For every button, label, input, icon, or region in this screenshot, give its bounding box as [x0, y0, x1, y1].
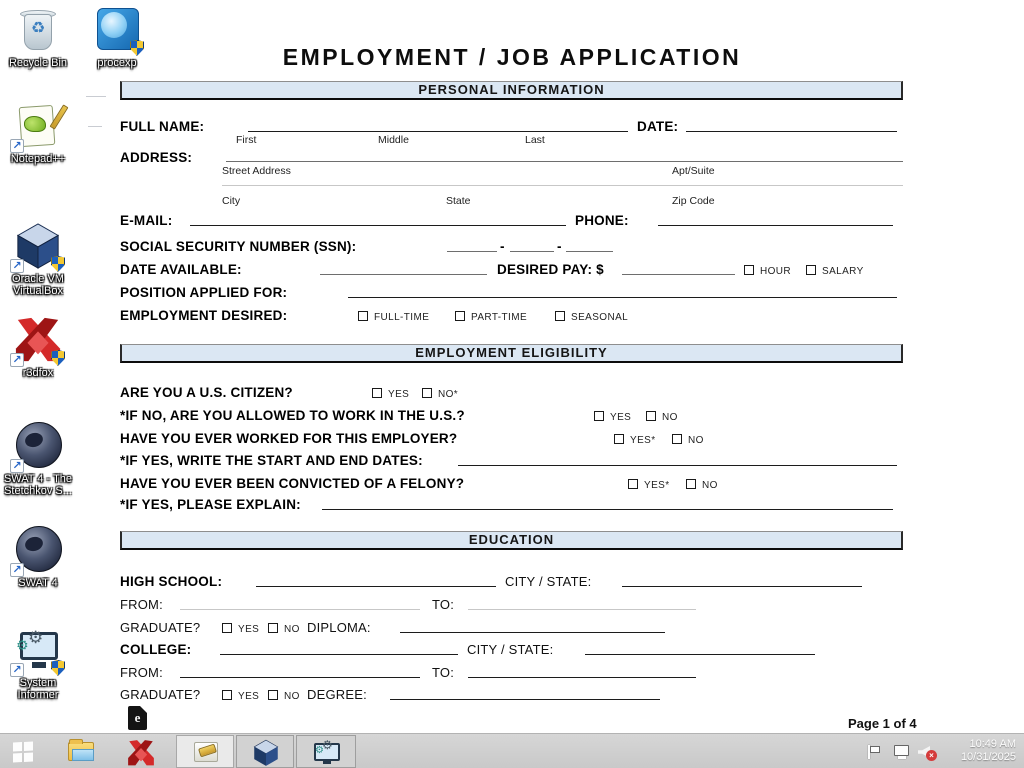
full-time-checkbox-label: FULL-TIME [374, 312, 430, 323]
date-available-label: DATE AVAILABLE: [120, 262, 242, 277]
part-time-checkbox-label: PART-TIME [471, 312, 528, 323]
citizen-no-label: NO* [438, 389, 459, 400]
network-icon[interactable] [894, 745, 909, 756]
hs-grad-no-checkbox [268, 623, 278, 633]
taskbar-viewer-app-active[interactable] [176, 735, 234, 768]
hs-grad-no-label: NO [284, 624, 300, 635]
college-graduate-label: GRADUATE? [120, 687, 201, 702]
college-grad-yes-checkbox [222, 690, 232, 700]
email-line [190, 213, 566, 226]
ssn-line-3 [566, 239, 613, 252]
date-line [686, 119, 897, 132]
taskbar-clock[interactable] [961, 738, 1016, 764]
swat4-icon [14, 526, 62, 574]
worked-no-checkbox [672, 434, 682, 444]
document-title: EMPLOYMENT / JOB APPLICATION [282, 44, 742, 70]
dates-question: *IF YES, WRITE THE START AND END DATES: [120, 453, 423, 468]
degree-line [390, 687, 660, 700]
taskbar-file-explorer[interactable] [60, 735, 102, 768]
salary-checkbox [806, 265, 816, 275]
full-time-checkbox [358, 311, 368, 321]
college-city-state-line [585, 642, 815, 655]
hs-from-label: FROM: [120, 597, 163, 612]
college-city-state-label: CITY / STATE: [467, 642, 554, 657]
shortcut-arrow-icon: ↗ [10, 259, 24, 273]
system-informer-icon: ⚙ ⚙ ↗ [14, 626, 62, 674]
allowed-yes-checkbox [594, 411, 604, 421]
degree-label: DEGREE: [307, 687, 367, 702]
hs-from-line [180, 597, 420, 610]
date-available-line [320, 262, 487, 275]
hs-to-label: TO: [432, 597, 455, 612]
college-line [220, 642, 458, 655]
windows-logo-icon [13, 741, 33, 762]
allowed-question: *IF NO, ARE YOU ALLOWED TO WORK IN THE U.S.? [120, 408, 465, 423]
efile-document-icon[interactable] [128, 706, 147, 730]
system-informer-icon: ⚙ ⚙ [314, 741, 342, 765]
citizen-yes-label: YES [388, 389, 410, 400]
worked-no-label: NO [688, 435, 704, 446]
first-sublabel: First [236, 134, 257, 146]
taskbar-virtualbox[interactable] [236, 735, 294, 768]
city-state-zip-line [222, 173, 903, 186]
action-center-icon[interactable] [868, 745, 881, 759]
apt-suite-sublabel: Apt/Suite [672, 165, 715, 177]
email-label: E-MAIL: [120, 213, 173, 228]
system-tray [854, 734, 1024, 768]
shortcut-arrow-icon: ↗ [10, 563, 24, 577]
swat4-icon [14, 422, 62, 470]
ssn-line-1 [447, 239, 497, 252]
desktop-icon-label: Oracle VM VirtualBox [12, 273, 64, 297]
worked-yes-label: YES* [630, 435, 656, 446]
ssn-dash: - [557, 239, 562, 254]
seasonal-checkbox-label: SEASONAL [571, 312, 629, 323]
viewer-app-icon [194, 742, 218, 762]
desktop-icon-notepadpp[interactable] [0, 102, 78, 165]
taskbar-system-informer[interactable] [296, 735, 356, 768]
r3dfox-icon [14, 316, 62, 364]
virtualbox-icon [252, 739, 280, 767]
employment-desired-label: EMPLOYMENT DESIRED: [120, 308, 288, 323]
address-line [226, 149, 903, 162]
ssn-label: SOCIAL SECURITY NUMBER (SSN): [120, 239, 357, 254]
desktop-icon-label: Recycle Bin [8, 57, 68, 69]
allowed-yes-label: YES [610, 412, 632, 423]
desired-pay-line [622, 262, 735, 275]
shortcut-arrow-icon: ↗ [10, 663, 24, 677]
position-label: POSITION APPLIED FOR: [120, 285, 288, 300]
part-time-checkbox [455, 311, 465, 321]
desktop-icon-system-informer[interactable] [0, 626, 78, 701]
desktop-icon-swat4-stetchkov[interactable] [0, 422, 78, 497]
salary-checkbox-label: SALARY [822, 266, 864, 277]
street-address-sublabel: Street Address [222, 165, 291, 177]
city-sublabel: City [222, 195, 241, 207]
allowed-no-label: NO [662, 412, 678, 423]
phone-label: PHONE: [575, 213, 629, 228]
desktop-icon-procexp[interactable] [77, 6, 157, 69]
section-header-eligibility: EMPLOYMENT ELIGIBILITY [120, 344, 903, 363]
position-line [348, 285, 897, 298]
shortcut-arrow-icon: ↗ [10, 353, 24, 367]
hour-checkbox-label: HOUR [760, 266, 792, 277]
diploma-line [400, 620, 665, 633]
clock-date: 10/31/2025 [960, 751, 1016, 763]
felony-yes-checkbox [628, 479, 638, 489]
college-from-label: FROM: [120, 665, 163, 680]
hs-city-state-label: CITY / STATE: [505, 574, 592, 589]
worked-yes-checkbox [614, 434, 624, 444]
page-indicator: Page 1 of 4 [848, 716, 917, 731]
felony-no-checkbox [686, 479, 696, 489]
desktop-icon-r3dfox[interactable] [0, 316, 78, 379]
notepadpp-icon [14, 102, 62, 150]
start-button[interactable] [0, 735, 48, 768]
explain-question: *IF YES, PLEASE EXPLAIN: [120, 497, 301, 512]
taskbar [0, 733, 1024, 768]
state-sublabel: State [446, 195, 471, 207]
hs-to-line [468, 597, 696, 610]
section-header-education: EDUCATION [120, 531, 903, 550]
procexp-icon [93, 6, 141, 54]
desktop-icon-label: procexp [97, 57, 137, 69]
citizen-no-checkbox [422, 388, 432, 398]
hs-graduate-label: GRADUATE? [120, 620, 201, 635]
shortcut-arrow-icon: ↗ [10, 459, 24, 473]
virtualbox-icon [14, 222, 62, 270]
efile-glyph: e [134, 710, 141, 725]
desktop-icon-virtualbox[interactable] [0, 222, 78, 297]
desktop-icon-label: System Informer [17, 677, 59, 701]
desktop-icon-label: SWAT 4 - The Stetchkov S... [3, 473, 73, 497]
middle-sublabel: Middle [378, 134, 409, 146]
college-grad-no-checkbox [268, 690, 278, 700]
high-school-line [256, 574, 496, 587]
ssn-dash: - [500, 239, 505, 254]
felony-yes-label: YES* [644, 480, 670, 491]
desktop-icon-recycle-bin[interactable] [0, 6, 78, 69]
address-label: ADDRESS: [120, 150, 193, 165]
mute-badge-icon: × [926, 750, 937, 761]
desired-pay-label: DESIRED PAY: $ [497, 262, 604, 277]
desktop-icon-swat4[interactable] [0, 526, 78, 589]
citizen-yes-checkbox [372, 388, 382, 398]
clock-time: 10:49 AM [969, 738, 1016, 750]
ssn-line-2 [510, 239, 554, 252]
dates-line [458, 453, 897, 466]
citizen-question: ARE YOU A U.S. CITIZEN? [120, 385, 293, 400]
seasonal-checkbox [555, 311, 565, 321]
shortcut-arrow-icon: ↗ [10, 139, 24, 153]
desktop-icon-label: Notepad++ [10, 153, 66, 165]
section-header-personal: PERSONAL INFORMATION [120, 81, 903, 100]
felony-question: HAVE YOU EVER BEEN CONVICTED OF A FELONY? [120, 476, 465, 491]
full-name-label: FULL NAME: [120, 119, 205, 134]
diploma-label: DIPLOMA: [307, 620, 371, 635]
zip-sublabel: Zip Code [672, 195, 715, 207]
hs-grad-yes-checkbox [222, 623, 232, 633]
college-grad-yes-label: YES [238, 691, 260, 702]
date-label: DATE: [637, 119, 679, 134]
felony-no-label: NO [702, 480, 718, 491]
college-label: COLLEGE: [120, 642, 192, 657]
explain-line [322, 497, 893, 510]
desktop-icon-label: SWAT 4 [18, 577, 58, 589]
taskbar-r3dfox[interactable] [118, 735, 164, 768]
recycle-bin-icon: ♻ [14, 6, 62, 54]
phone-line [658, 213, 893, 226]
college-to-line [468, 665, 696, 678]
full-name-line [248, 119, 628, 132]
college-from-line [180, 665, 420, 678]
college-grad-no-label: NO [284, 691, 300, 702]
hour-checkbox [744, 265, 754, 275]
college-to-label: TO: [432, 665, 455, 680]
high-school-label: HIGH SCHOOL: [120, 574, 223, 589]
desktop-icon-label: r3dfox [22, 367, 54, 379]
hs-grad-yes-label: YES [238, 624, 260, 635]
worked-question: HAVE YOU EVER WORKED FOR THIS EMPLOYER? [120, 431, 458, 446]
last-sublabel: Last [525, 134, 545, 146]
r3dfox-icon [127, 739, 155, 767]
uac-shield-icon [51, 660, 65, 676]
uac-shield-icon [130, 40, 144, 56]
hs-city-state-line [622, 574, 862, 587]
file-explorer-icon [68, 742, 94, 761]
allowed-no-checkbox [646, 411, 656, 421]
